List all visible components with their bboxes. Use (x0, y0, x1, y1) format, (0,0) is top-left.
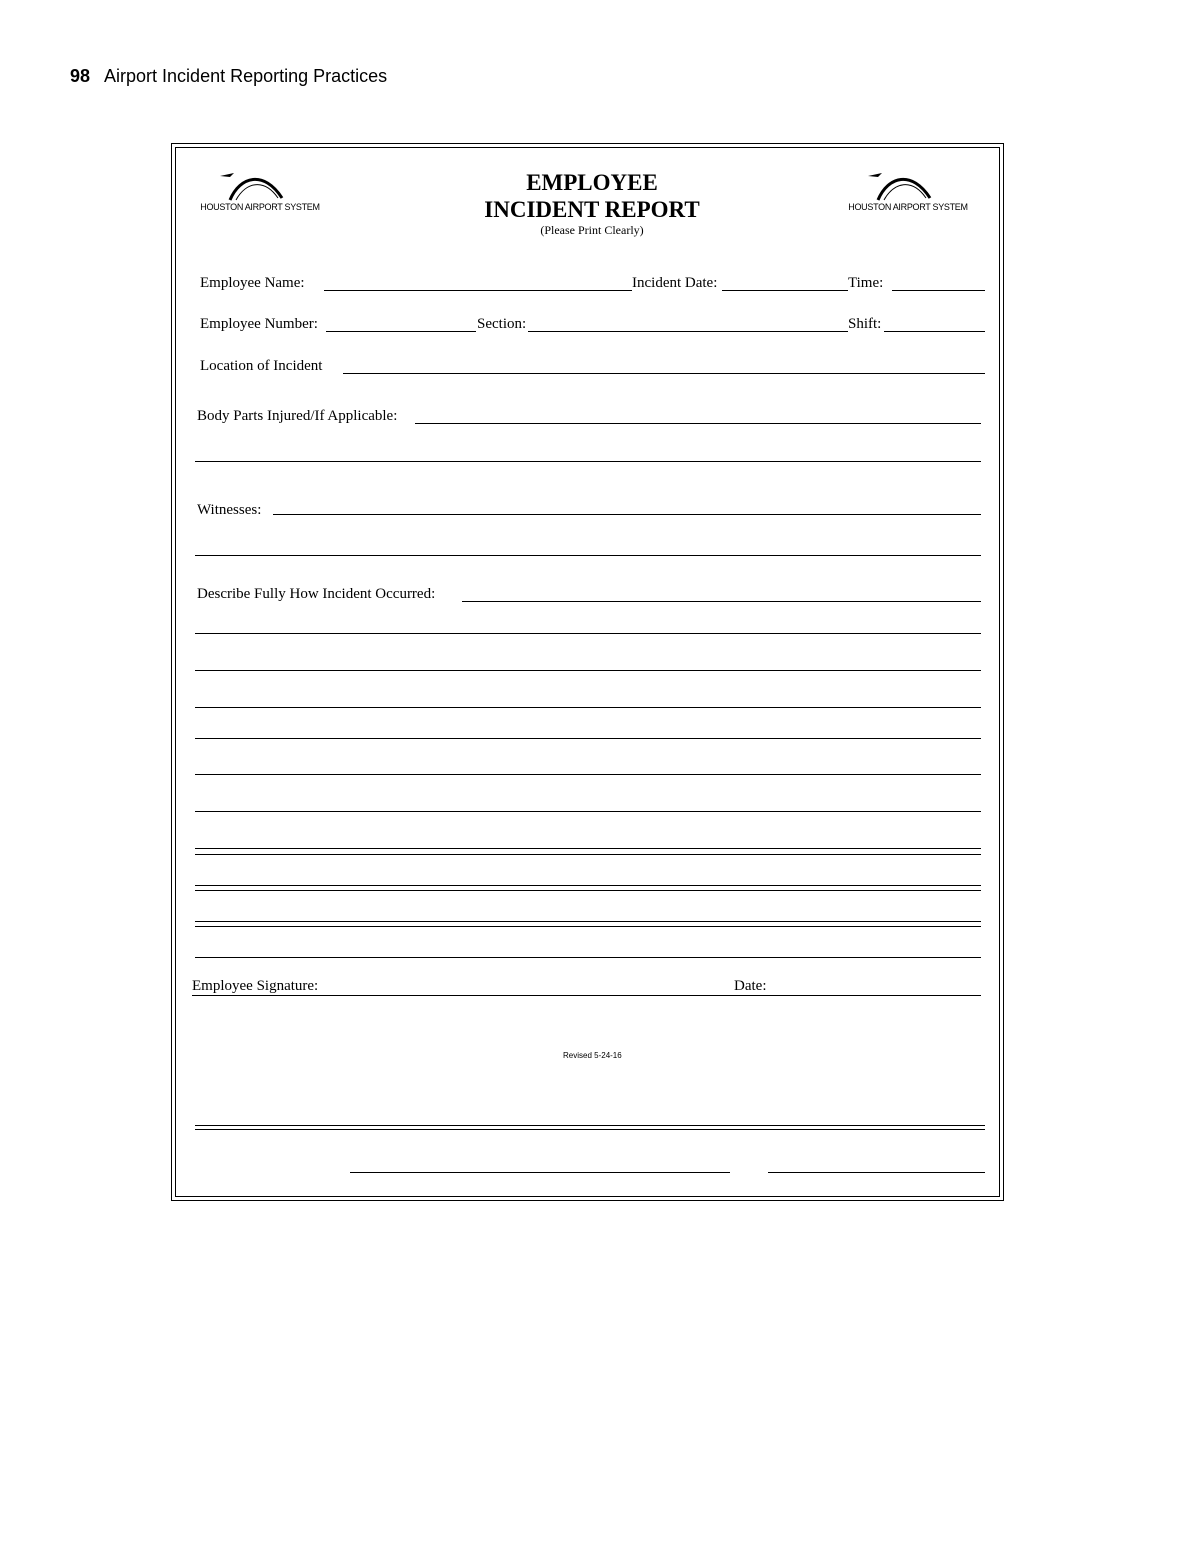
form-title-line2: INCIDENT REPORT (484, 197, 700, 222)
revised-note: Revised 5-24-16 (563, 1051, 622, 1060)
bottom-blank-line-2[interactable] (768, 1172, 985, 1173)
page-number: 98 (70, 66, 91, 86)
describe-line-13[interactable] (195, 926, 981, 927)
logo-text: HOUSTON AIRPORT SYSTEM (848, 202, 968, 212)
form-title (442, 169, 742, 223)
witnesses-label: Witnesses: (197, 502, 262, 518)
shift-line[interactable] (884, 331, 985, 332)
bottom-rule-1 (195, 1125, 985, 1126)
page-header (70, 66, 387, 87)
body-parts-label: Body Parts Injured/If Applicable: (197, 408, 398, 424)
location-label: Location of Incident (200, 358, 323, 374)
shift-label: Shift: (848, 316, 882, 332)
describe-line-8[interactable] (195, 848, 981, 849)
incident-date-line[interactable] (722, 290, 848, 291)
time-line[interactable] (892, 290, 985, 291)
airport-logo-icon (868, 170, 938, 204)
witnesses-line[interactable] (273, 514, 981, 515)
describe-label: Describe Fully How Incident Occurred: (197, 586, 436, 602)
incident-date-label: Incident Date: (632, 275, 718, 291)
describe-line-7[interactable] (195, 811, 981, 812)
date-label: Date: (734, 978, 767, 994)
describe-line-3[interactable] (195, 670, 981, 671)
form-title-line1: EMPLOYEE (526, 170, 658, 195)
logo-left (190, 170, 330, 230)
logo-text: HOUSTON AIRPORT SYSTEM (200, 202, 320, 212)
describe-line-4[interactable] (195, 707, 981, 708)
location-line[interactable] (343, 373, 985, 374)
describe-line-6[interactable] (195, 774, 981, 775)
describe-line[interactable] (462, 601, 981, 602)
bottom-rule-2 (195, 1129, 985, 1130)
describe-line-11[interactable] (195, 890, 981, 891)
describe-line-5[interactable] (195, 738, 981, 739)
describe-line-14[interactable] (195, 957, 981, 958)
describe-line-10[interactable] (195, 885, 981, 886)
form-subtitle: (Please Print Clearly) (540, 223, 644, 237)
describe-line-2[interactable] (195, 633, 981, 634)
describe-line-9[interactable] (195, 854, 981, 855)
logo-right (838, 170, 978, 230)
running-title: Airport Incident Reporting Practices (104, 66, 388, 86)
employee-number-line[interactable] (326, 331, 476, 332)
employee-name-label: Employee Name: (200, 275, 305, 291)
section-line[interactable] (528, 331, 848, 332)
body-parts-line[interactable] (415, 423, 981, 424)
signature-label: Employee Signature: (192, 978, 319, 994)
form-frame-inner (175, 147, 1000, 1197)
witnesses-line-2[interactable] (195, 555, 981, 556)
signature-line[interactable] (192, 995, 981, 996)
bottom-blank-line-1[interactable] (350, 1172, 730, 1173)
employee-name-line[interactable] (324, 290, 632, 291)
section-label: Section: (477, 316, 527, 332)
airport-logo-icon (220, 170, 290, 204)
body-parts-line-2[interactable] (195, 461, 981, 462)
employee-number-label: Employee Number: (200, 316, 318, 332)
describe-line-12[interactable] (195, 921, 981, 922)
time-label: Time: (848, 275, 884, 291)
